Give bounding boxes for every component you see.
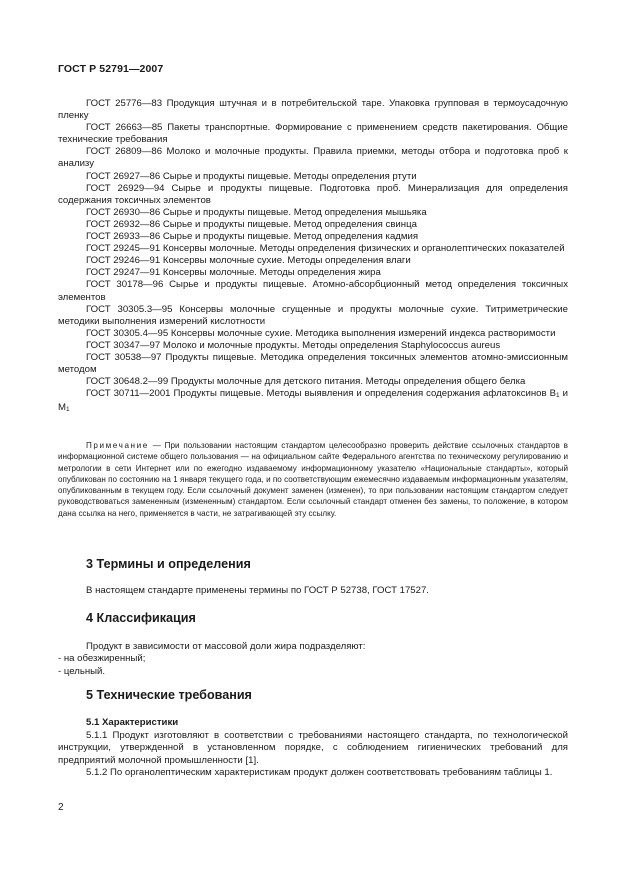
subscript: 1 [66, 406, 70, 414]
reference-item: ГОСТ 30305.4—95 Консервы молочные сухие. Методика выполнения измерений индекса растворимости [86, 327, 556, 339]
reference-item: ГОСТ 26927—86 Сырье и продукты пищевые. Методы определения ртути [86, 170, 417, 182]
reference-item: ГОСТ 26809—86 Молоко и молочные продукты. Правила приемки, методы отбора и подготовка проб к анализу [58, 146, 568, 170]
reference-item: ГОСТ 25776—83 Продукция штучная и в потребительской таре. Упаковка групповая в термоусадочную пленку [58, 98, 568, 122]
reference-item: ГОСТ 30648.2—99 Продукты молочные для детского питания. Методы определения общего белка [86, 376, 526, 388]
section-3-body [58, 585, 568, 597]
section-4-body [58, 641, 568, 678]
section-4-heading: 4 Классификация [86, 611, 196, 625]
reference-item: ГОСТ 26932—86 Сырье и продукты пищевые. Метод определения свинца [86, 218, 417, 230]
reference-text: и M [58, 388, 569, 414]
section-3-text: В настоящем стандарте применены термины по ГОСТ Р 52738, ГОСТ 17527. [86, 585, 429, 596]
reference-item: ГОСТ 30347—97 Молоко и молочные продукты. Методы определения Staphylococcus aureus [86, 339, 501, 351]
reference-item: ГОСТ 30305.3—95 Консервы молочные сгущенные и продукты молочные сухие. Титриметрические методики выполнения измерений кислотности [58, 303, 568, 327]
classification-item: - на обезжиренный; [58, 653, 146, 665]
reference-text: ГОСТ 30711—2001 Продукты пищевые. Методы выявления и определения содержания афлатоксинов B [86, 388, 557, 400]
subscript: 1 [556, 392, 560, 400]
classification-item: - цельный. [58, 665, 106, 677]
reference-item: ГОСТ 26930—86 Сырье и продукты пищевые. Метод определения мышьяка [86, 206, 427, 218]
reference-item: ГОСТ 26929—94 Сырье и продукты пищевые. Подготовка проб. Минерализация для определения содержания токсичных элементов [58, 182, 568, 206]
section-5-heading: 5 Технические требования [86, 688, 252, 702]
reference-item: ГОСТ 29246—91 Консервы молочные сухие. Методы определения влаги [86, 255, 411, 267]
document-header: ГОСТ Р 52791—2007 [58, 63, 164, 75]
note-text: — При пользовании настоящим стандартом целесообразно проверить действие ссылочных стандартов в информационной системе общего пользования — на официальном сайте Федерального агентства по техническому регулированию и метрологии в сети Интернет или по ежегодно издаваемому информационному указателю «Национальные стандарты», который опубликован по состоянию на 1 января текущего года, и по соответствующим ежемесячно издаваемым информационным указателям, опубликованным в текущем году. Если ссылочный документ заменен (изменен), то при пользовании настоящим стандартом следует руководствоваться замененным (измененным) стандартом. Если ссылочный стандарт отменен без замены, то положение, в котором дана ссылка на него, применяется в части, не затрагивающей эту ссылку. [58, 441, 568, 518]
reference-item: ГОСТ 29245—91 Консервы молочные. Методы определения физических и органолептических показателей [86, 243, 565, 255]
reference-item: ГОСТ 30538—97 Продукты пищевые. Методика определения токсичных элементов атомно-эмиссионным методом [58, 351, 568, 376]
subsection-5-1-heading: 5.1 Характеристики [86, 717, 179, 728]
normative-references [58, 98, 568, 416]
section-5-body [58, 730, 568, 780]
section-4-intro: Продукт в зависимости от массовой доли жира подразделяют: [86, 641, 366, 652]
reference-item-aflatoxins [58, 388, 568, 416]
section-3-heading: 3 Термины и определения [86, 557, 251, 571]
reference-item: ГОСТ 26933—86 Сырье и продукты пищевые. Метод определения кадмия [86, 231, 419, 243]
reference-item: ГОСТ 30178—96 Сырье и продукты пищевые. Атомно-абсорбционный метод определения токсичных элементов [58, 279, 568, 303]
reference-item: ГОСТ 29247—91 Консервы молочные. Методы определения жира [86, 267, 381, 279]
note-paragraph [58, 440, 568, 519]
reference-item: ГОСТ 26663—85 Пакеты транспортные. Формирование с применением средств пакетирования. Общие технические требования [58, 122, 568, 146]
paragraph-5-1-2: 5.1.2 По органолептическим характеристикам продукт должен соответствовать требованиям таблицы 1. [86, 767, 553, 779]
page-number: 2 [58, 802, 64, 813]
note-label: Примечание [86, 441, 149, 450]
paragraph-5-1-1: 5.1.1 Продукт изготовляют в соответствии с требованиями настоящего стандарта, по технологической инструкции, утвержденной в установленном порядке, с соблюдением гигиенических требований для предприятий молочной промышленности [1]. [58, 730, 568, 766]
